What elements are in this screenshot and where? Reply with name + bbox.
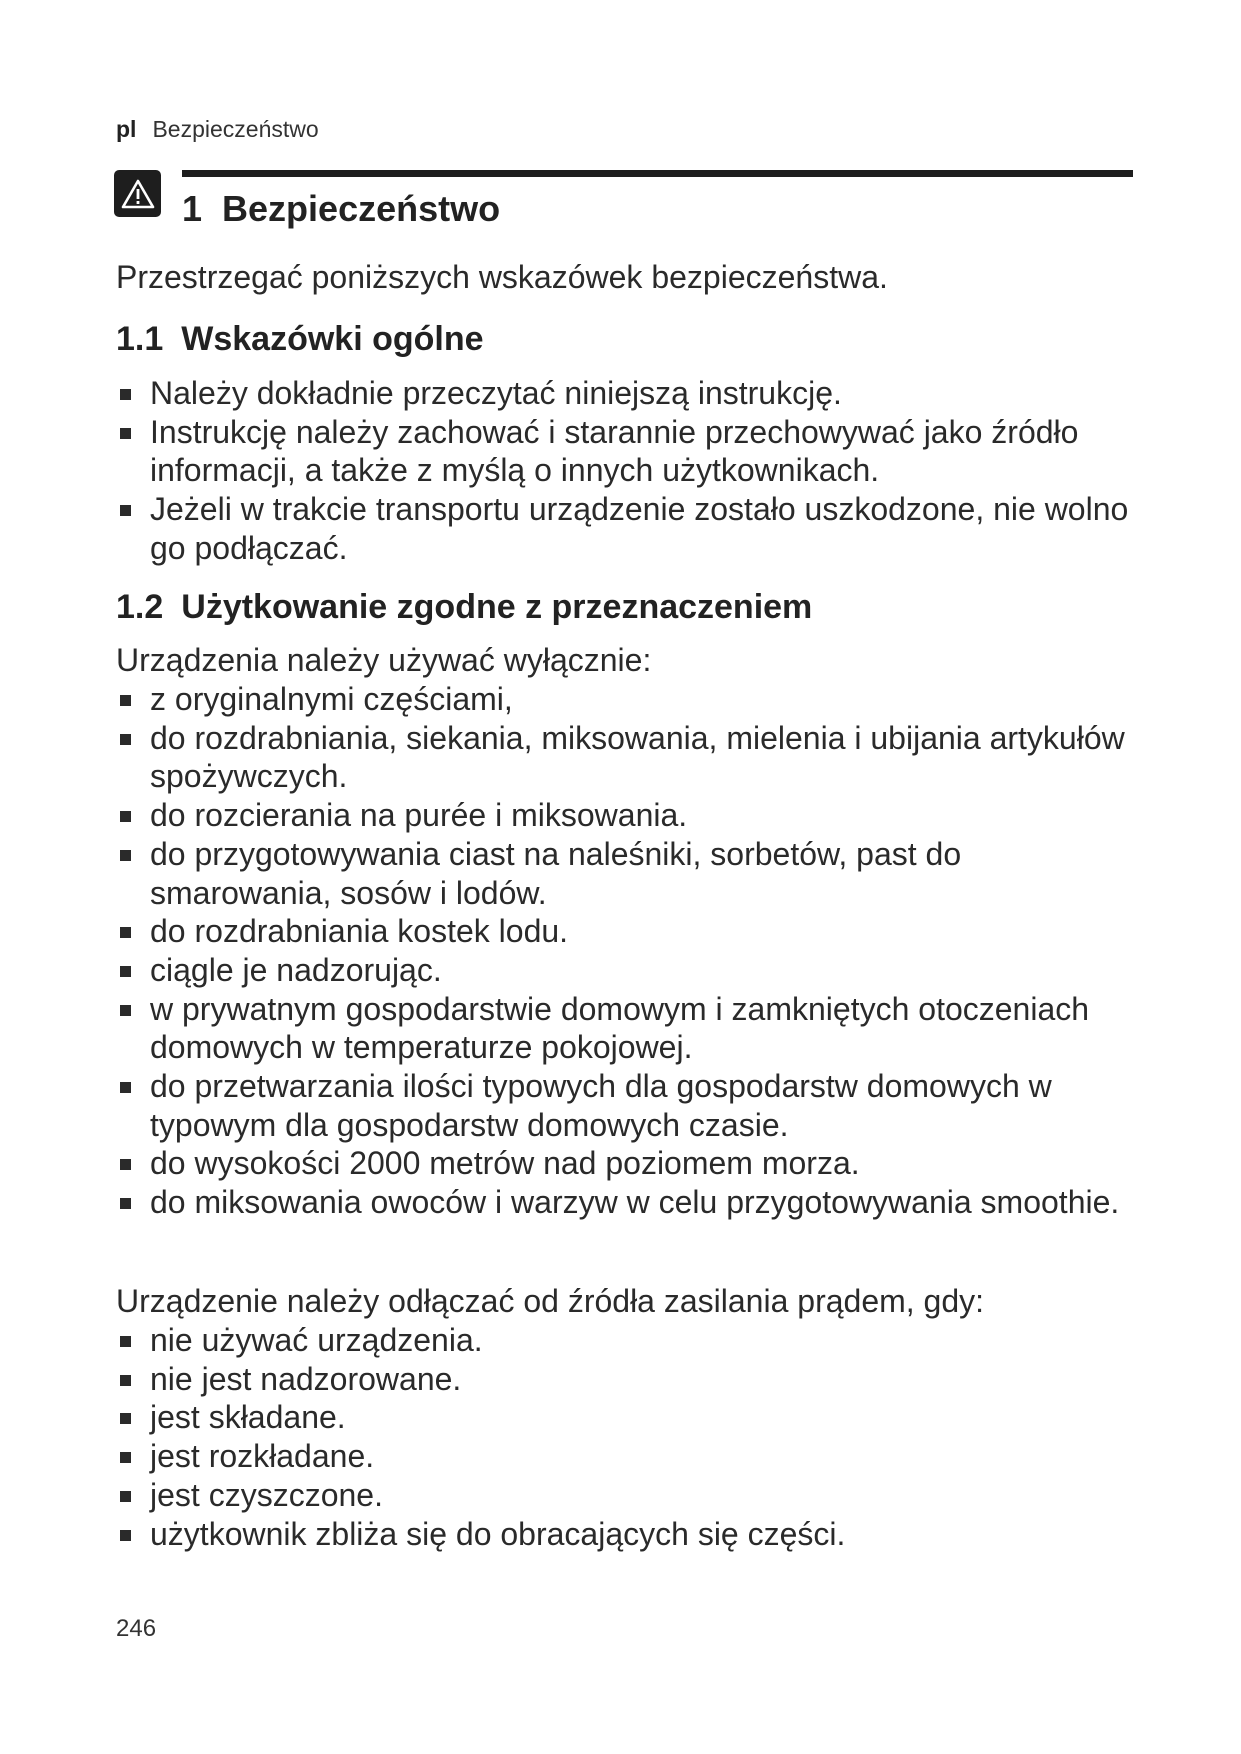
intended-use-intro: Urządzenia należy używać wyłącznie:: [116, 642, 652, 678]
list-item: do wysokości 2000 metrów nad poziomem morza.: [116, 1144, 1136, 1183]
running-header: [116, 116, 319, 143]
disconnect-list: [116, 1321, 1136, 1553]
list-item: do rozdrabniania, siekania, miksowania, mielenia i ubijania artykułów spożywczych.: [116, 719, 1136, 796]
list-item: Należy dokładnie przeczytać niniejszą instrukcję.: [116, 374, 1136, 413]
header-section-title: Bezpieczeństwo: [152, 116, 319, 142]
section-heading-1-2: [116, 586, 812, 628]
list-item: do miksowania owoców i warzyw w celu przygotowywania smoothie.: [116, 1183, 1136, 1222]
warning-triangle-icon: [114, 170, 161, 217]
chapter-title-text: Bezpieczeństwo: [222, 188, 501, 229]
list-item: do przygotowywania ciast na naleśniki, sorbetów, past do smarowania, sosów i lodów.: [116, 835, 1136, 912]
chapter-title: [182, 186, 500, 232]
list-item: do rozcierania na purée i miksowania.: [116, 796, 1136, 835]
list-item: użytkownik zbliża się do obracających się części.: [116, 1515, 1136, 1554]
section-title: Wskazówki ogólne: [181, 320, 484, 358]
language-code: pl: [116, 116, 137, 142]
section-heading-1-1: [116, 318, 484, 360]
list-item: jest składane.: [116, 1398, 1136, 1437]
list-item: nie jest nadzorowane.: [116, 1360, 1136, 1399]
list-item: nie używać urządzenia.: [116, 1321, 1136, 1360]
page-number: 246: [116, 1615, 157, 1642]
list-item: Instrukcję należy zachować i starannie przechowywać jako źródło informacji, a także z myślą o innych użytkownikach.: [116, 413, 1136, 490]
list-item: w prywatnym gospodarstwie domowym i zamkniętych otoczeniach domowych w temperaturze pokojowej.: [116, 990, 1136, 1067]
general-guidelines-list: [116, 374, 1136, 568]
list-item: z oryginalnymi częściami,: [116, 680, 1136, 719]
chapter-number: 1: [182, 188, 203, 229]
list-item: ciągle je nadzorując.: [116, 951, 1136, 990]
list-item: Jeżeli w trakcie transportu urządzenie zostało uszkodzone, nie wolno go podłączać.: [116, 490, 1136, 567]
section-title: Użytkowanie zgodne z przeznaczeniem: [181, 588, 813, 626]
section-number: 1.1: [116, 320, 164, 358]
list-item: do przetwarzania ilości typowych dla gospodarstw domowych w typowym dla gospodarstw domowych czasie.: [116, 1067, 1136, 1144]
intended-use-list: [116, 680, 1136, 1222]
chapter-rule: [182, 170, 1133, 177]
list-item: jest rozkładane.: [116, 1437, 1136, 1476]
disconnect-intro: Urządzenie należy odłączać od źródła zasilania prądem, gdy:: [116, 1283, 985, 1319]
section-number: 1.2: [116, 588, 164, 626]
list-item: jest czyszczone.: [116, 1476, 1136, 1515]
chapter-intro: Przestrzegać poniższych wskazówek bezpieczeństwa.: [116, 259, 888, 295]
list-item: do rozdrabniania kostek lodu.: [116, 912, 1136, 951]
